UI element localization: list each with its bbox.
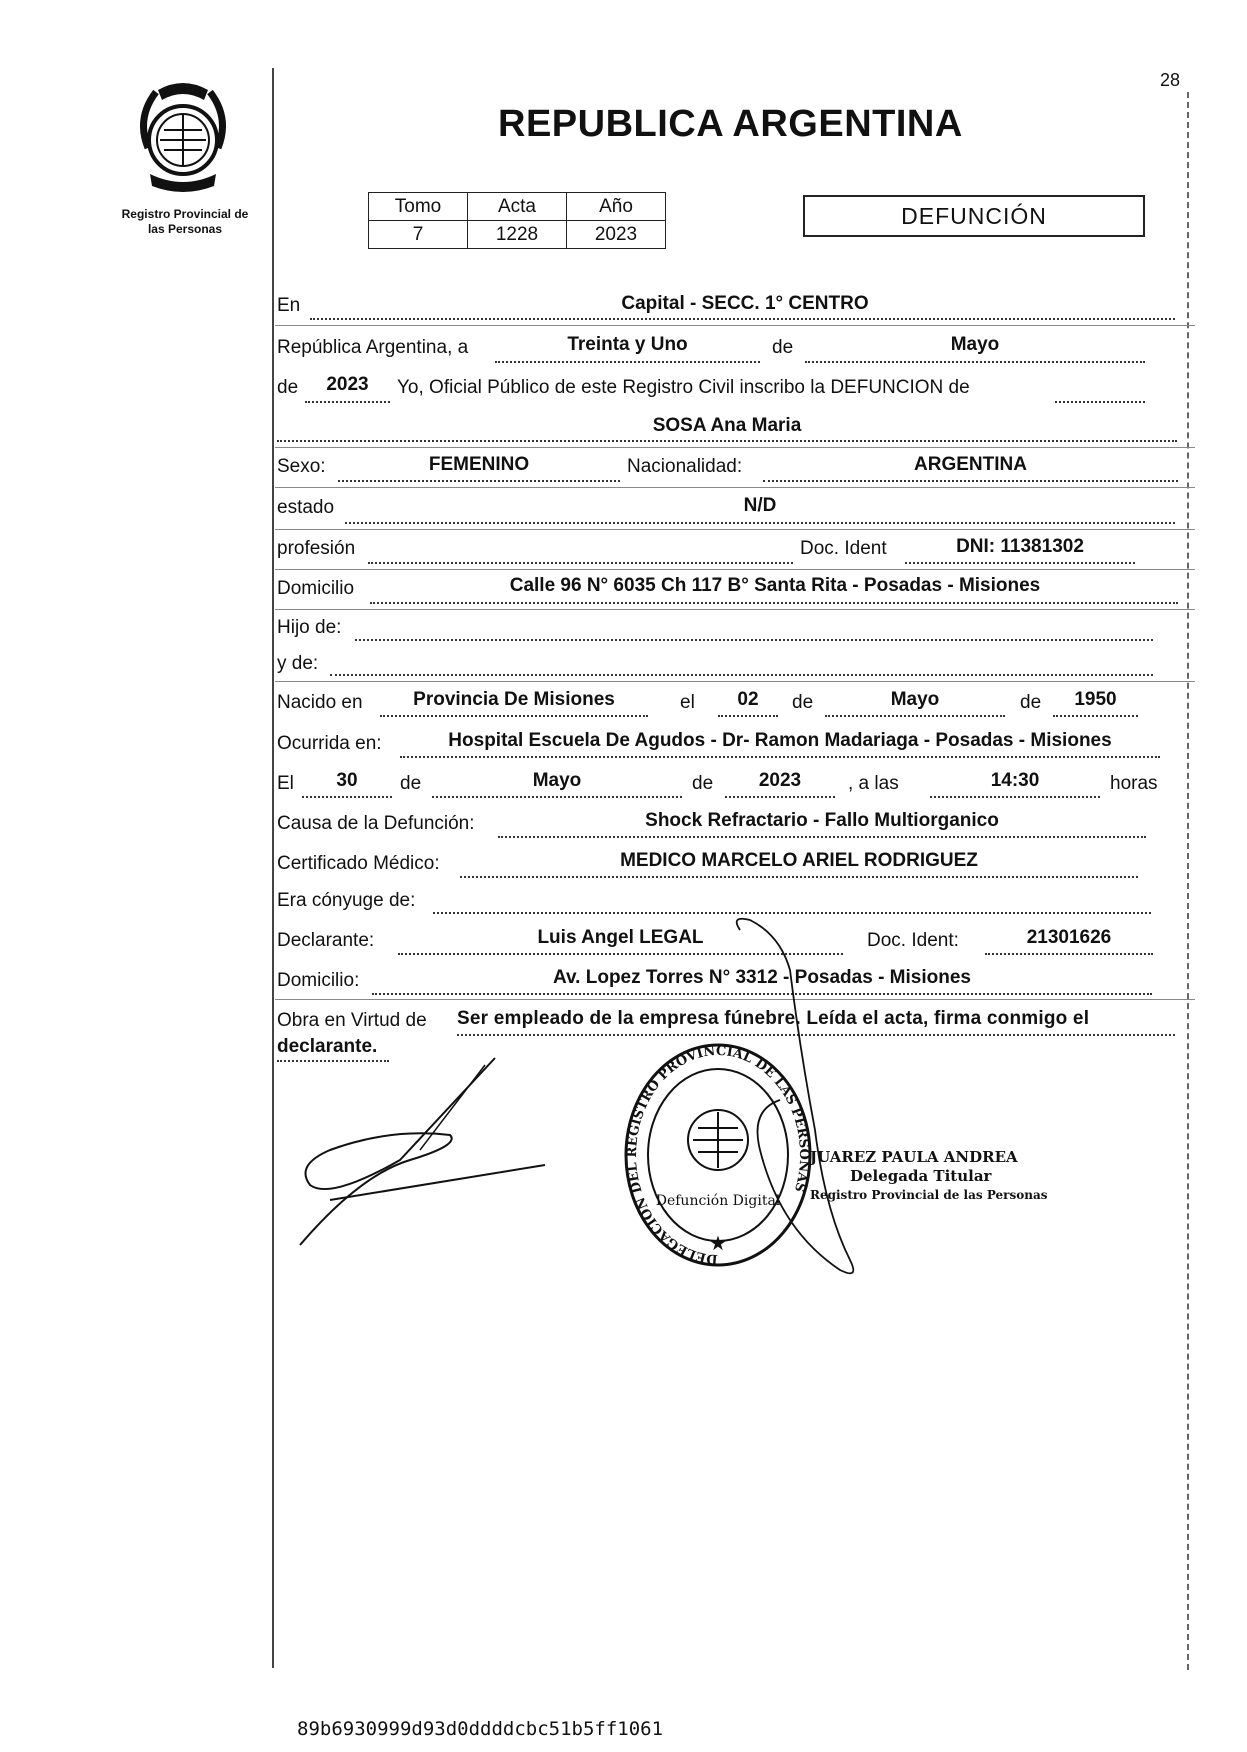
domicilio-value: Calle 96 N° 6035 Ch 117 B° Santa Rita - Posadas - Misiones: [509, 575, 1041, 596]
causa-label: Causa de la Defunción:: [277, 813, 475, 834]
domicilio-label: Domicilio: [277, 578, 355, 599]
year-dots: [305, 401, 390, 403]
decl-doc-label: Doc. Ident:: [867, 930, 959, 951]
en-label: En: [277, 295, 301, 316]
inscribo-dots: [1055, 401, 1145, 403]
inscribo-text: Yo, Oficial Público de este Registro Civil inscribo la DEFUNCION de: [397, 377, 970, 398]
certificado-label: Certificado Médico:: [277, 853, 440, 874]
hijo-dots: [355, 639, 1153, 641]
estado-label: estado: [277, 497, 335, 518]
de-label-2: de: [277, 377, 299, 398]
doc-dots: [905, 562, 1135, 564]
day-words: Treinta y Uno: [567, 334, 688, 355]
row-rule: [275, 609, 1195, 610]
nacionalidad-value: ARGENTINA: [914, 454, 1027, 475]
obra-text: Ser empleado de la empresa fúnebre. Leída el acta, firma conmigo el: [457, 1008, 1090, 1029]
certificado-value: MEDICO MARCELO ARIEL RODRIGUEZ: [620, 850, 978, 871]
nacionalidad-label: Nacionalidad:: [627, 456, 743, 477]
province-seal-logo: [128, 78, 238, 196]
official-name: JUAREZ PAULA ANDREA: [810, 1148, 1018, 1166]
stamp-ring-text: DELEGACION DEL REGISTRO PROVINCIAL DE LAS PERSONAS: [624, 1043, 812, 1267]
doc-label: Doc. Ident: [800, 538, 887, 559]
hijo-label: Hijo de:: [277, 617, 342, 638]
row-rule: [275, 529, 1195, 530]
declarante-label: Declarante:: [277, 930, 375, 951]
sexo-label: Sexo:: [277, 456, 326, 477]
document-title: REPUBLICA ARGENTINA: [498, 103, 963, 145]
de-label-1: de: [772, 337, 794, 358]
registry-name: [100, 207, 270, 237]
sexo-dots: [338, 480, 620, 482]
decl-dom-label: Domicilio:: [277, 970, 360, 991]
de-label-3: de: [792, 692, 814, 713]
nacido-dia: 02: [737, 689, 759, 710]
def-hora-dots: [930, 796, 1100, 798]
registry-name-line2: las Personas: [147, 222, 223, 236]
year: 2023: [326, 374, 369, 395]
acta-table: [368, 192, 666, 249]
nacido-mes-dots: [825, 715, 1005, 717]
estado-value: N/D: [743, 495, 777, 516]
def-dia: 30: [336, 770, 358, 791]
decl-doc-dots: [985, 953, 1153, 955]
el-cap-label: El: [277, 773, 294, 794]
def-mes-dots: [432, 796, 682, 798]
de-label-4: de: [1020, 692, 1042, 713]
conyuge-label: Era cónyuge de:: [277, 890, 416, 911]
row-rule: [275, 569, 1195, 570]
nacido-mes: Mayo: [890, 689, 940, 710]
page-number: 28: [1160, 70, 1181, 90]
day-words-dots: [495, 361, 760, 363]
doc-value: DNI: 11381302: [956, 536, 1084, 557]
def-anio-dots: [725, 796, 835, 798]
nacido-label: Nacido en: [277, 692, 363, 713]
official-org: Registro Provincial de las Personas: [810, 1188, 1048, 1202]
en-dots: [310, 318, 1175, 320]
el-label: el: [680, 692, 695, 713]
domicilio-dots: [370, 602, 1178, 604]
row-rule: [275, 447, 1195, 448]
ocurrida-label: Ocurrida en:: [277, 733, 382, 754]
document-hash: 89b6930999d93d0ddddcbc51b5ff1061: [297, 1718, 664, 1740]
obra-text-2: declarante.: [277, 1036, 378, 1057]
registry-name-line1: Registro Provincial de: [121, 207, 249, 221]
certificado-dots: [460, 876, 1138, 878]
deceased-name-dots: [277, 440, 1177, 442]
nacido-anio: 1950: [1074, 689, 1117, 710]
decl-doc-value: 21301626: [1026, 927, 1112, 948]
deceased-name: SOSA Ana Maria: [652, 415, 802, 436]
decl-dom-value: Av. Lopez Torres N° 3312 - Posadas - Misiones: [553, 967, 971, 988]
official-block: [810, 1148, 1048, 1205]
yde-dots: [330, 674, 1153, 676]
row-rule: [275, 487, 1195, 488]
month: Mayo: [950, 334, 1000, 355]
en-value: Capital - SECC. 1° CENTRO: [621, 293, 869, 314]
month-dots: [805, 361, 1145, 363]
official-role: Delegada Titular: [850, 1167, 992, 1185]
republica-label: República Argentina, a: [277, 337, 469, 358]
nacido-anio-dots: [1053, 715, 1138, 717]
acta-header-acta: Acta: [468, 193, 567, 221]
nacionalidad-dots: [763, 480, 1178, 482]
acta-header-tomo: Tomo: [369, 193, 468, 221]
acta-header-anio: Año: [567, 193, 666, 221]
acta-value-tomo: 7: [369, 221, 468, 249]
svg-text:★: ★: [709, 1233, 727, 1255]
de-label-5: de: [400, 773, 422, 794]
record-type-box: DEFUNCIÓN: [803, 195, 1145, 237]
nacido-dia-dots: [718, 715, 778, 717]
def-dia-dots: [302, 796, 392, 798]
de-label-6: de: [692, 773, 714, 794]
row-rule: [275, 681, 1195, 682]
ocurrida-dots: [400, 756, 1160, 758]
estado-dots: [345, 522, 1175, 524]
def-hora: 14:30: [990, 770, 1040, 791]
acta-value-anio: 2023: [567, 221, 666, 249]
alas-label: , a las: [848, 773, 899, 794]
yde-label: y de:: [277, 653, 319, 674]
profesion-label: profesión: [277, 538, 356, 559]
right-margin-line: [1187, 92, 1189, 1670]
causa-value: Shock Refractario - Fallo Multiorganico: [645, 810, 999, 831]
stamp-inner-text: Defunción Digital: [655, 1193, 781, 1209]
row-rule: [275, 325, 1195, 326]
declarante-value: Luis Angel LEGAL: [537, 927, 704, 948]
sexo-value: FEMENINO: [428, 454, 530, 475]
acta-value-acta: 1228: [468, 221, 567, 249]
obra-label: Obra en Virtud de: [277, 1010, 427, 1031]
official-signature: [720, 910, 880, 1290]
nacido-lugar: Provincia De Misiones: [413, 689, 615, 710]
left-margin-line: [272, 68, 274, 1668]
ocurrida-lugar: Hospital Escuela De Agudos - Dr- Ramon Madariaga - Posadas - Misiones: [448, 730, 1112, 751]
causa-dots: [498, 836, 1146, 838]
profesion-dots: [368, 562, 793, 564]
nacido-lugar-dots: [380, 715, 648, 717]
horas-label: horas: [1110, 773, 1158, 794]
def-mes: Mayo: [532, 770, 582, 791]
def-anio: 2023: [758, 770, 802, 791]
declarant-signature: [290, 1050, 560, 1260]
